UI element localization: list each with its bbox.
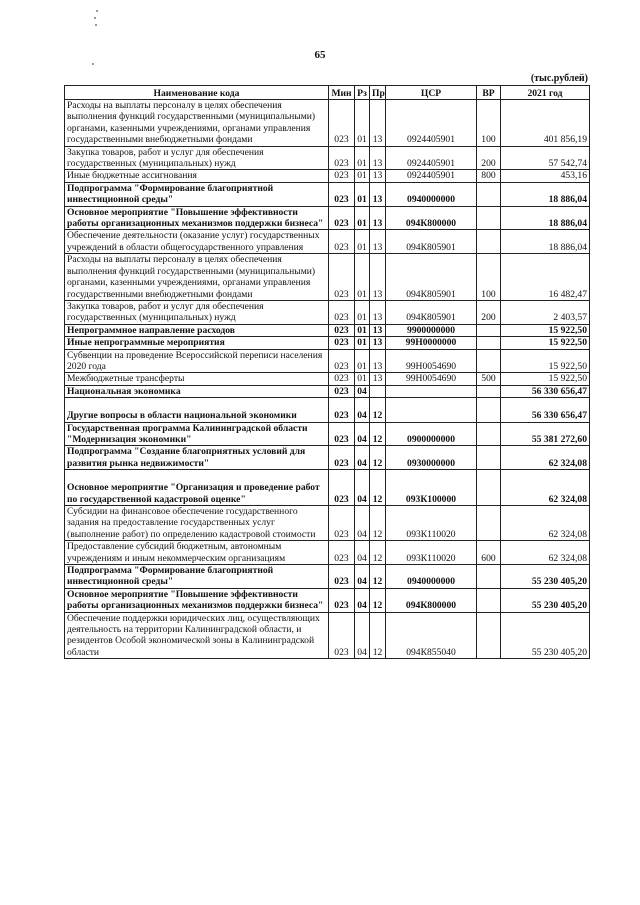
row-name: Подпрограмма "Формирование благоприятной инвестиционной среды" (65, 565, 329, 589)
row-name: Закупка товаров, работ и услуг для обеспечения государственных (муниципальных) нужд (65, 146, 329, 170)
row-csr (386, 398, 477, 422)
table-row (65, 541, 590, 565)
row-vr (477, 230, 501, 254)
row-csr: 093К110020 (386, 541, 477, 565)
row-min: 023 (329, 300, 355, 324)
row-csr: 0924405901 (386, 170, 477, 182)
row-rz: 01 (355, 170, 370, 182)
row-min: 023 (329, 349, 355, 373)
budget-table (64, 85, 590, 659)
row-csr: 0940000000 (386, 565, 477, 589)
table-row (65, 206, 590, 230)
table-row (65, 588, 590, 612)
row-vr: 200 (477, 146, 501, 170)
row-name: Расходы на выплаты персоналу в целях обеспечения выполнения функций государственными (муниципальными) органами, казенными учреждениями, органами управления государственными внебюджетными фондами (65, 254, 329, 301)
row-rz: 01 (355, 300, 370, 324)
row-vr (477, 206, 501, 230)
row-csr: 094К805901 (386, 300, 477, 324)
row-rz: 04 (355, 588, 370, 612)
row-min: 023 (329, 100, 355, 147)
row-min: 023 (329, 373, 355, 385)
row-rz: 04 (355, 470, 370, 506)
row-vr (477, 349, 501, 373)
row-min: 023 (329, 385, 355, 397)
row-vr (477, 565, 501, 589)
table-header-row (65, 86, 590, 100)
row-name: Подпрограмма "Создание благоприятных условий для развития рынка недвижимости" (65, 446, 329, 470)
row-min: 023 (329, 337, 355, 349)
table-row (65, 398, 590, 422)
row-min: 023 (329, 422, 355, 446)
row-amount: 18 886,04 (501, 206, 590, 230)
table-row (65, 565, 590, 589)
scan-speck (92, 63, 94, 65)
row-min: 023 (329, 254, 355, 301)
table-row (65, 170, 590, 182)
table-row (65, 300, 590, 324)
row-rz: 04 (355, 446, 370, 470)
table-row (65, 385, 590, 397)
row-csr: 094К800000 (386, 588, 477, 612)
row-pr: 12 (370, 612, 386, 659)
header-name: Наименование кода (65, 86, 329, 100)
row-name: Другие вопросы в области национальной экономики (65, 398, 329, 422)
row-rz: 04 (355, 422, 370, 446)
table-row (65, 324, 590, 336)
table-row (65, 422, 590, 446)
row-vr (477, 182, 501, 206)
row-vr (477, 422, 501, 446)
row-pr: 12 (370, 422, 386, 446)
row-rz: 01 (355, 230, 370, 254)
row-vr (477, 612, 501, 659)
row-pr: 12 (370, 470, 386, 506)
table-row (65, 254, 590, 301)
row-amount: 56 330 656,47 (501, 398, 590, 422)
row-rz: 01 (355, 337, 370, 349)
row-csr: 99Н0054690 (386, 373, 477, 385)
row-csr: 0924405901 (386, 100, 477, 147)
table-row (65, 349, 590, 373)
row-csr: 094К800000 (386, 206, 477, 230)
row-amount: 401 856,19 (501, 100, 590, 147)
row-name: Предоставление субсидий бюджетным, автономным учреждениям и иным некоммерческим организациям (65, 541, 329, 565)
row-vr: 500 (477, 373, 501, 385)
scan-speck (96, 10, 98, 12)
header-min: Мин (329, 86, 355, 100)
table-row (65, 446, 590, 470)
row-pr: 13 (370, 324, 386, 336)
row-pr: 12 (370, 506, 386, 541)
row-amount: 62 324,08 (501, 470, 590, 506)
row-amount: 55 230 405,20 (501, 612, 590, 659)
header-vr: ВР (477, 86, 501, 100)
row-rz: 04 (355, 612, 370, 659)
header-rz: Рз (355, 86, 370, 100)
header-amount: 2021 год (501, 86, 590, 100)
row-csr: 093К100000 (386, 470, 477, 506)
row-rz: 01 (355, 373, 370, 385)
row-amount: 62 324,08 (501, 541, 590, 565)
row-pr: 13 (370, 337, 386, 349)
row-vr (477, 588, 501, 612)
row-name: Обеспечение поддержки юридических лиц, осуществляющих деятельность на территории Калининградской области, и резидентов Особой экономической зоны в Калининградской области (65, 612, 329, 659)
row-min: 023 (329, 446, 355, 470)
row-vr: 100 (477, 100, 501, 147)
row-amount: 2 403,57 (501, 300, 590, 324)
row-vr (477, 398, 501, 422)
row-vr (477, 324, 501, 336)
row-pr: 13 (370, 100, 386, 147)
page-number: 65 (314, 49, 326, 61)
row-rz: 04 (355, 506, 370, 541)
row-min: 023 (329, 170, 355, 182)
row-csr: 094К805901 (386, 230, 477, 254)
row-amount: 55 381 272,60 (501, 422, 590, 446)
header-pr: Пр (370, 86, 386, 100)
scan-speck (94, 17, 96, 19)
row-pr: 13 (370, 349, 386, 373)
row-amount: 15 922,50 (501, 324, 590, 336)
row-pr: 13 (370, 170, 386, 182)
units-label: (тыс.рублей) (530, 73, 588, 84)
row-name: Субсидии на финансовое обеспечение государственного задания на предоставление государственных услуг (выполнение работ) по определению кадастровой стоимости (65, 506, 329, 541)
row-pr: 12 (370, 398, 386, 422)
row-min: 023 (329, 470, 355, 506)
row-name: Непрограммное направление расходов (65, 324, 329, 336)
row-name: Национальная экономика (65, 385, 329, 397)
row-amount: 62 324,08 (501, 446, 590, 470)
header-csr: ЦСР (386, 86, 477, 100)
row-amount: 55 230 405,20 (501, 588, 590, 612)
row-min: 023 (329, 541, 355, 565)
row-min: 023 (329, 324, 355, 336)
row-csr: 99Н0054690 (386, 349, 477, 373)
row-vr (477, 446, 501, 470)
row-min: 023 (329, 398, 355, 422)
row-rz: 01 (355, 206, 370, 230)
row-amount: 18 886,04 (501, 230, 590, 254)
row-rz: 01 (355, 324, 370, 336)
row-vr (477, 385, 501, 397)
row-rz: 04 (355, 398, 370, 422)
row-min: 023 (329, 612, 355, 659)
row-csr: 0940000000 (386, 182, 477, 206)
row-pr: 12 (370, 541, 386, 565)
row-vr: 600 (477, 541, 501, 565)
row-csr (386, 385, 477, 397)
table-row (65, 506, 590, 541)
row-rz: 01 (355, 349, 370, 373)
row-csr: 0900000000 (386, 422, 477, 446)
row-amount: 57 542,74 (501, 146, 590, 170)
row-min: 023 (329, 182, 355, 206)
row-min: 023 (329, 206, 355, 230)
row-pr: 13 (370, 300, 386, 324)
table-row (65, 337, 590, 349)
row-pr: 13 (370, 206, 386, 230)
row-csr: 99Н0000000 (386, 337, 477, 349)
table-row (65, 612, 590, 659)
row-name: Основное мероприятие "Повышение эффективности работы организационных механизмов поддержки бизнеса" (65, 588, 329, 612)
row-amount: 62 324,08 (501, 506, 590, 541)
row-vr (477, 337, 501, 349)
row-csr: 9900000000 (386, 324, 477, 336)
table-row (65, 146, 590, 170)
row-min: 023 (329, 588, 355, 612)
row-name: Расходы на выплаты персоналу в целях обеспечения выполнения функций государственными (муниципальными) органами, казенными учреждениями, органами управления государственными внебюджетными фондами (65, 100, 329, 147)
row-rz: 04 (355, 385, 370, 397)
row-pr: 12 (370, 446, 386, 470)
row-name: Закупка товаров, работ и услуг для обеспечения государственных (муниципальных) нужд (65, 300, 329, 324)
row-csr: 094К805901 (386, 254, 477, 301)
table-row (65, 100, 590, 147)
row-amount: 56 330 656,47 (501, 385, 590, 397)
row-rz: 01 (355, 100, 370, 147)
row-vr (477, 470, 501, 506)
row-vr: 200 (477, 300, 501, 324)
row-csr: 094К855040 (386, 612, 477, 659)
row-rz: 01 (355, 254, 370, 301)
row-pr: 13 (370, 230, 386, 254)
row-name: Иные бюджетные ассигнования (65, 170, 329, 182)
row-amount: 15 922,50 (501, 373, 590, 385)
row-pr: 13 (370, 373, 386, 385)
row-name: Основное мероприятие "Организация и проведение работ по государственной кадастровой оценке" (65, 470, 329, 506)
row-pr: 13 (370, 254, 386, 301)
row-pr: 12 (370, 565, 386, 589)
row-amount: 18 886,04 (501, 182, 590, 206)
row-rz: 04 (355, 565, 370, 589)
row-rz: 01 (355, 182, 370, 206)
row-min: 023 (329, 146, 355, 170)
table-row (65, 182, 590, 206)
row-vr: 100 (477, 254, 501, 301)
row-min: 023 (329, 230, 355, 254)
row-min: 023 (329, 565, 355, 589)
row-name: Субвенции на проведение Всероссийской переписи населения 2020 года (65, 349, 329, 373)
row-name: Межбюджетные трансферты (65, 373, 329, 385)
table-row (65, 470, 590, 506)
row-vr: 800 (477, 170, 501, 182)
row-pr: 13 (370, 182, 386, 206)
row-pr: 13 (370, 146, 386, 170)
row-amount: 55 230 405,20 (501, 565, 590, 589)
row-csr: 0924405901 (386, 146, 477, 170)
row-rz: 04 (355, 541, 370, 565)
row-name: Обеспечение деятельности (оказание услуг) государственных учреждений в области общегосударственного управления (65, 230, 329, 254)
row-pr: 12 (370, 588, 386, 612)
row-min: 023 (329, 506, 355, 541)
row-name: Иные непрограммные мероприятия (65, 337, 329, 349)
row-amount: 15 922,50 (501, 337, 590, 349)
row-pr (370, 385, 386, 397)
row-amount: 16 482,47 (501, 254, 590, 301)
row-amount: 453,16 (501, 170, 590, 182)
row-amount: 15 922,50 (501, 349, 590, 373)
row-csr: 0930000000 (386, 446, 477, 470)
row-name: Государственная программа Калининградской области "Модернизация экономики" (65, 422, 329, 446)
row-csr: 093К110020 (386, 506, 477, 541)
table-row (65, 230, 590, 254)
table-row (65, 373, 590, 385)
row-rz: 01 (355, 146, 370, 170)
row-vr (477, 506, 501, 541)
row-name: Основное мероприятие "Повышение эффективности работы организационных механизмов поддержки бизнеса" (65, 206, 329, 230)
scan-speck (95, 24, 97, 26)
row-name: Подпрограмма "Формирование благоприятной инвестиционной среды" (65, 182, 329, 206)
